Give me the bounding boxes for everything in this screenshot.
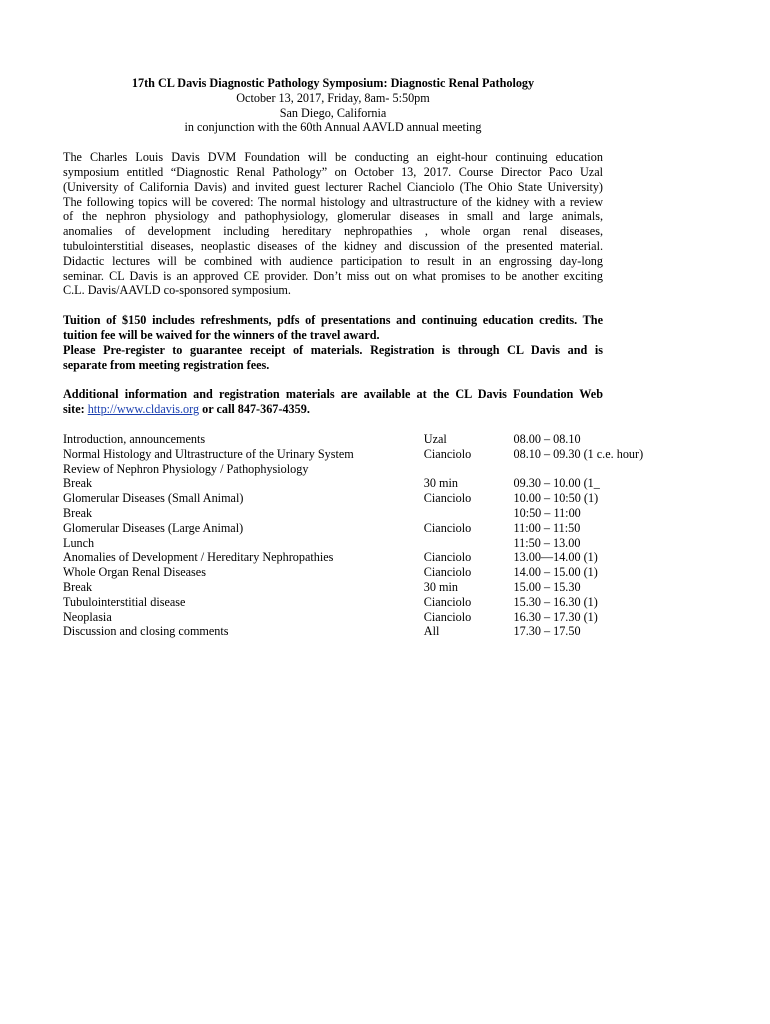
schedule-time: 10.00 – 10:50 (1) (513, 491, 599, 506)
schedule-topic: Glomerular Diseases (Large Animal) (63, 520, 244, 535)
schedule-row (63, 462, 663, 477)
schedule-row (63, 432, 663, 447)
schedule-topic: Tubulointerstitial disease (63, 594, 186, 609)
schedule-time: 13.00—14.00 (1) (513, 550, 598, 565)
schedule-time: 17.30 – 17.50 (513, 624, 581, 639)
schedule-speaker (424, 536, 514, 551)
schedule-time: 08.10 – 09.30 (1 c.e. hour) (513, 446, 644, 461)
schedule-topic: Lunch (63, 535, 95, 550)
schedule-speaker: 30 min (423, 476, 458, 491)
schedule-time (514, 462, 664, 477)
schedule-topic: Anomalies of Development / Hereditary Nephropathies (63, 550, 334, 565)
schedule-topic: Break (63, 579, 93, 594)
schedule-topic: Break (63, 505, 93, 520)
registration-line: Please Pre-register to guarantee receipt of materials. Registration is through CL Davis and is (63, 342, 603, 357)
schedule-speaker: Cianciolo (423, 550, 472, 565)
schedule-time: 11:00 – 11:50 (513, 520, 581, 535)
document-header (63, 76, 603, 135)
schedule-speaker: Cianciolo (423, 565, 472, 580)
tuition-line: tuition fee will be waived for the winners of the travel award. (63, 327, 380, 342)
intro-line: The following topics will be covered: The normal histology and ultrastructure of the kidney with a review (63, 194, 603, 209)
schedule-speaker: Cianciolo (423, 446, 472, 461)
schedule-speaker: All (423, 624, 440, 639)
schedule-topic: Discussion and closing comments (63, 624, 229, 639)
schedule-topic: Glomerular Diseases (Small Animal) (63, 491, 244, 506)
schedule-row (63, 624, 663, 639)
intro-line: symposium entitled “Diagnostic Renal Pathology” on October 13, 2017. Course Director Paco Uzal (63, 164, 603, 179)
foundation-website-link[interactable]: http://www.cldavis.org (87, 402, 200, 417)
schedule-topic: Review of Nephron Physiology / Pathophysiology (63, 461, 309, 476)
intro-line: Didactic lectures will be combined with audience participation to result in an engrossing day-long (63, 253, 603, 268)
intro-line: tubulointerstitial diseases, neoplastic diseases of the kidney and discussion of the presented material. (63, 238, 603, 253)
schedule-topic: Whole Organ Renal Diseases (63, 565, 206, 580)
schedule-time: 16.30 – 17.30 (1) (513, 609, 598, 624)
info-paragraph (63, 387, 603, 417)
schedule-speaker: Cianciolo (423, 609, 472, 624)
intro-line: of the nephron physiology and pathophysiology, glomerular diseases in small and large animals, (63, 209, 603, 224)
schedule-row (63, 447, 663, 462)
symposium-conjunction: in conjunction with the 60th Annual AAVLD annual meeting (184, 120, 482, 135)
schedule-row (63, 506, 663, 521)
info-line: Additional information and registration materials are available at the CL Davis Foundation Web (63, 387, 603, 402)
schedule-row (63, 610, 663, 625)
schedule-row (63, 521, 663, 536)
schedule-speaker: Cianciolo (423, 520, 472, 535)
schedule-time: 10:50 – 11:00 (513, 505, 581, 520)
schedule-row (63, 476, 663, 491)
intro-line: anomalies of development including hereditary nephropathies , whole organ renal diseases, (63, 224, 603, 239)
schedule-row (63, 565, 663, 580)
schedule-time: 08.00 – 08.10 (513, 431, 581, 446)
schedule-topic: Neoplasia (63, 609, 112, 624)
schedule-row (63, 491, 663, 506)
info-site-prefix: site: (63, 402, 88, 417)
intro-line: seminar. CL Davis is an approved CE provider. Don’t miss out on what promises to be another exciting (63, 268, 603, 283)
schedule-row (63, 550, 663, 565)
schedule-row (63, 580, 663, 595)
schedule-time: 15.00 – 15.30 (513, 579, 581, 594)
intro-line: The Charles Louis Davis DVM Foundation will be conducting an eight-hour continuing education (63, 150, 603, 165)
info-line (63, 402, 603, 417)
tuition-line: Tuition of $150 includes refreshments, pdfs of presentations and continuing education credits. The (63, 313, 603, 328)
tuition-paragraph (63, 313, 603, 372)
info-phone-suffix: or call 847-367-4359. (199, 402, 310, 417)
schedule-time: 14.00 – 15.00 (1) (513, 565, 598, 580)
schedule-speaker (424, 462, 514, 477)
schedule-row (63, 595, 663, 610)
registration-line: separate from meeting registration fees. (63, 357, 270, 372)
schedule-time: 09.30 – 10.00 (1_ (513, 476, 600, 491)
schedule-topic: Introduction, announcements (63, 431, 206, 446)
schedule-speaker: Cianciolo (423, 594, 472, 609)
schedule-speaker: 30 min (423, 579, 458, 594)
schedule-row (63, 536, 663, 551)
schedule-table (63, 432, 663, 639)
symposium-date: October 13, 2017, Friday, 8am- 5:50pm (236, 90, 430, 105)
schedule-topic: Break (63, 476, 93, 491)
schedule-speaker: Uzal (423, 431, 447, 446)
schedule-speaker (424, 506, 514, 521)
schedule-speaker: Cianciolo (423, 491, 472, 506)
document-page (63, 76, 644, 639)
intro-line: (University of California Davis) and invited guest lecturer Rachel Cianciolo (The Ohio State University) (63, 179, 603, 194)
schedule-time: 11:50 – 13.00 (513, 535, 581, 550)
schedule-topic: Normal Histology and Ultrastructure of the Urinary System (63, 446, 354, 461)
symposium-title: 17th CL Davis Diagnostic Pathology Symposium: Diagnostic Renal Pathology (131, 76, 535, 90)
intro-paragraph (63, 150, 603, 298)
symposium-location: San Diego, California (279, 105, 387, 120)
intro-line: C.L. Davis/AAVLD co-sponsored symposium. (63, 283, 291, 298)
schedule-time: 15.30 – 16.30 (1) (513, 594, 598, 609)
